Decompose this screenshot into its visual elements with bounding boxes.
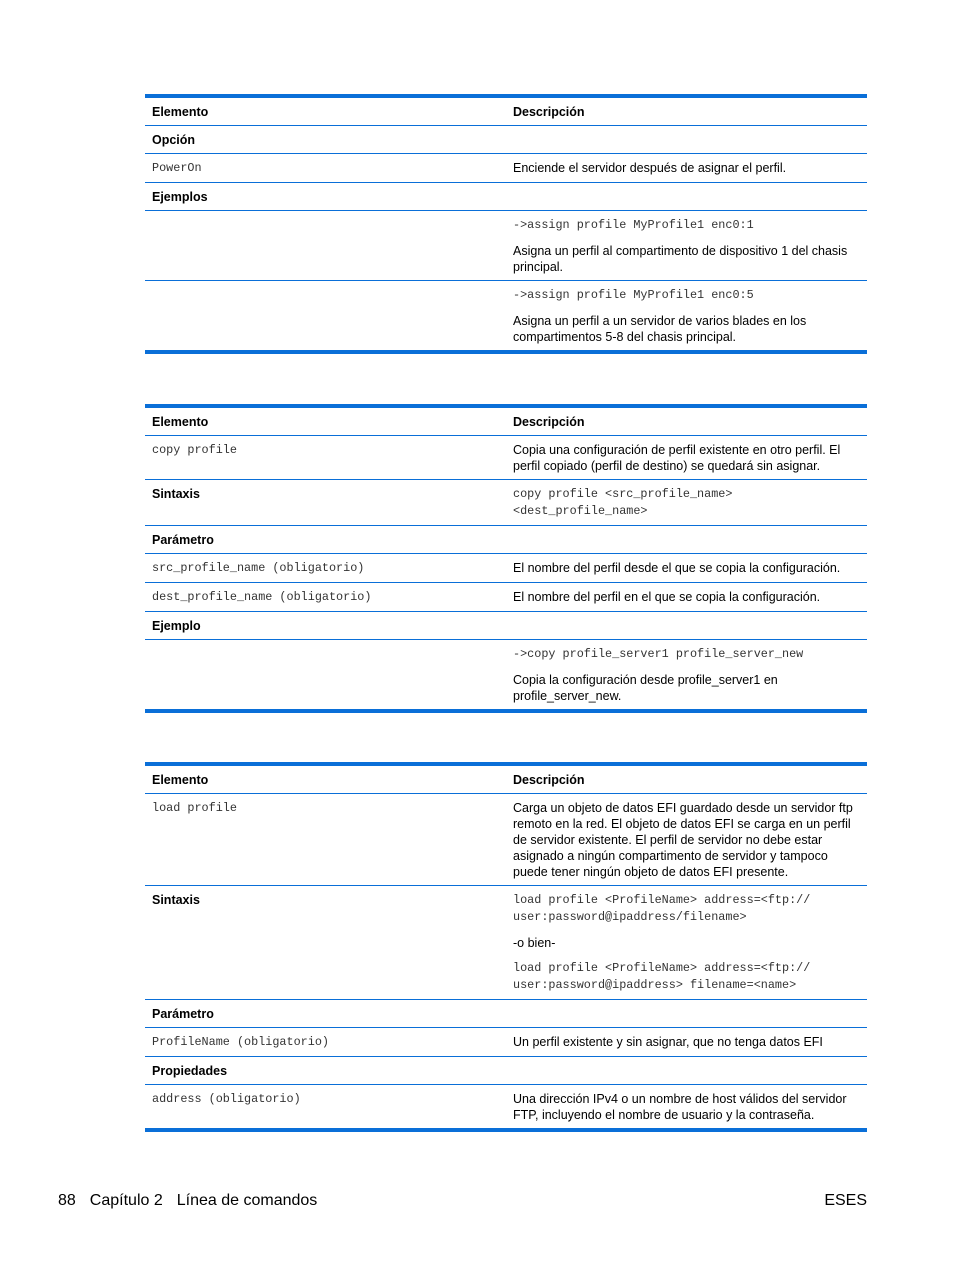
option-name: PowerOn xyxy=(152,161,202,175)
table-row xyxy=(145,885,867,999)
table-row xyxy=(145,553,867,582)
table-row xyxy=(145,1084,867,1128)
command-name: load profile xyxy=(152,801,237,815)
table-row xyxy=(145,525,867,553)
table-header xyxy=(145,98,867,126)
table-header xyxy=(145,408,867,436)
table-row xyxy=(145,126,867,153)
table-row xyxy=(145,794,867,885)
parameter-name: ProfileName (obligatorio) xyxy=(152,1035,329,1049)
example-command: ->assign profile MyProfile1 enc0:1 xyxy=(513,218,754,232)
header-elemento: Elemento xyxy=(152,773,209,787)
property-name: address (obligatorio) xyxy=(152,1092,301,1106)
table-row xyxy=(145,639,867,709)
section-label: Propiedades xyxy=(152,1064,228,1078)
language-code: ESES xyxy=(824,1192,867,1209)
parameter-description: Un perfil existente y sin asignar, que no tenga datos EFI xyxy=(513,1035,823,1049)
parameter-description: El nombre del perfil desde el que se copia la configuración. xyxy=(513,561,841,575)
syntax-command: copy profile <src_profile_name> <dest_profile_name> xyxy=(513,487,733,518)
parameter-name: src_profile_name (obligatorio) xyxy=(152,561,365,575)
property-description: Una dirección IPv4 o un nombre de host válidos del servidor FTP, incluyendo el nombre de usuario y la contraseña. xyxy=(513,1092,847,1122)
table-row xyxy=(145,999,867,1027)
section-label: Parámetro xyxy=(152,1007,214,1021)
table-row xyxy=(145,153,867,182)
example-command: ->assign profile MyProfile1 enc0:5 xyxy=(513,288,754,302)
option-description: Enciende el servidor después de asignar el perfil. xyxy=(513,161,787,175)
section-label: Ejemplos xyxy=(152,190,208,204)
command-description: Copia una configuración de perfil existente en otro perfil. El perfil copiado (perfil de destino) se quedará sin asignar. xyxy=(513,443,841,473)
example-description: Copia la configuración desde profile_server1 en profile_server_new. xyxy=(513,673,778,703)
header-descripcion: Descripción xyxy=(513,105,585,119)
table-header xyxy=(145,766,867,794)
section-label: Opción xyxy=(152,133,196,147)
command-name: copy profile xyxy=(152,443,237,457)
table-row xyxy=(145,582,867,611)
table-row xyxy=(145,436,867,479)
chapter-label: Capítulo 2 xyxy=(89,1192,163,1209)
section-label: Ejemplo xyxy=(152,619,201,633)
syntax-or: -o bien- xyxy=(513,936,556,950)
table-row xyxy=(145,210,867,280)
section-label: Parámetro xyxy=(152,533,214,547)
header-descripcion: Descripción xyxy=(513,773,585,787)
chapter-title: Línea de comandos xyxy=(176,1192,318,1209)
table-copy-profile xyxy=(145,404,867,713)
example-description: Asigna un perfil a un servidor de varios blades en los compartimentos 5-8 del chasis principal. xyxy=(513,314,807,344)
parameter-description: El nombre del perfil en el que se copia la configuración. xyxy=(513,590,821,604)
table-row xyxy=(145,611,867,639)
table-row xyxy=(145,280,867,350)
table-row xyxy=(145,182,867,210)
table-row xyxy=(145,1056,867,1084)
page-number: 88 xyxy=(58,1192,76,1209)
header-elemento: Elemento xyxy=(152,105,209,119)
syntax-command: load profile <ProfileName> address=<ftp:// user:password@ipaddress> filename=<name> xyxy=(513,961,811,992)
syntax-command: load profile <ProfileName> address=<ftp:// user:password@ipaddress/filename> xyxy=(513,893,811,924)
header-elemento: Elemento xyxy=(152,415,209,429)
page-footer xyxy=(58,1192,867,1210)
example-description: Asigna un perfil al compartimento de dispositivo 1 del chasis principal. xyxy=(513,244,848,274)
section-label: Sintaxis xyxy=(152,893,200,907)
section-label: Sintaxis xyxy=(152,487,200,501)
header-descripcion: Descripción xyxy=(513,415,585,429)
table-load-profile xyxy=(145,762,867,1132)
table-row xyxy=(145,1027,867,1056)
parameter-name: dest_profile_name (obligatorio) xyxy=(152,590,372,604)
table-row xyxy=(145,479,867,525)
command-description: Carga un objeto de datos EFI guardado desde un servidor ftp remoto en la red. El objeto de datos EFI se carga en un perfil de servidor existente. El perfil de servidor no debe estar asignado a ningún compartimento de servidor y tampoco puede tener ningún objeto de datos EFI presente. xyxy=(513,801,853,879)
example-command: ->copy profile_server1 profile_server_new xyxy=(513,647,804,661)
table-assign-profile xyxy=(145,94,867,354)
